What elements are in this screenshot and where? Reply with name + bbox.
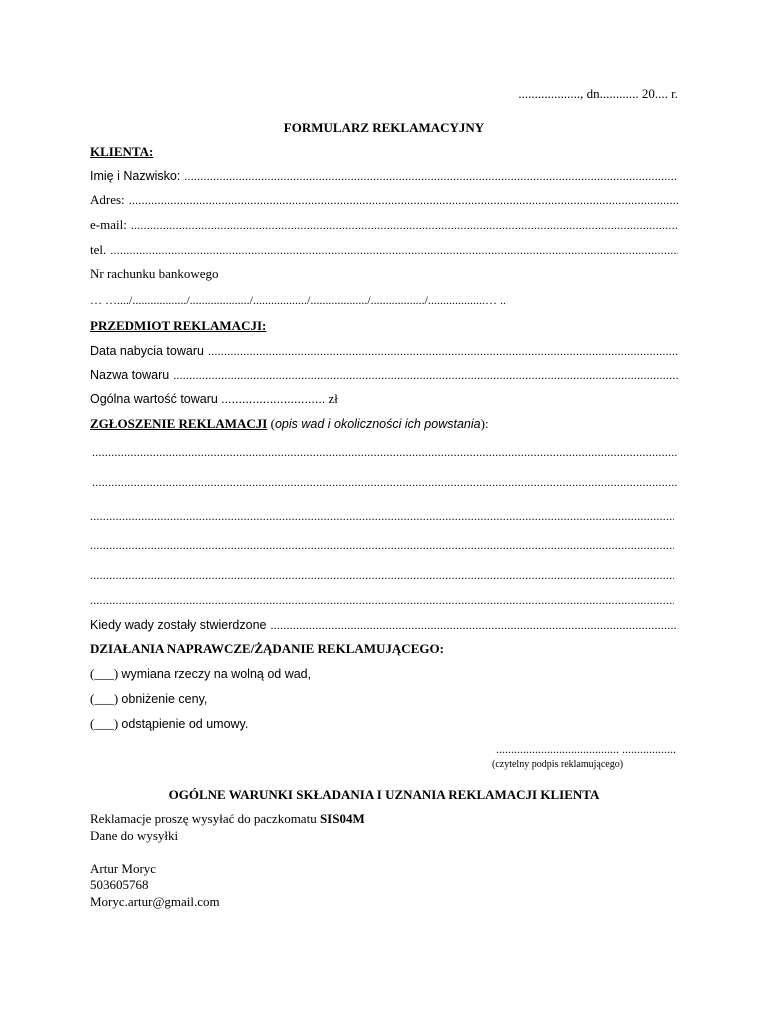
form-title: FORMULARZ REKLAMACYJNY	[283, 120, 485, 135]
address-field-label: Adres:	[90, 192, 125, 207]
currency-label: zł	[328, 391, 338, 406]
contact-name: Artur Moryc	[90, 861, 157, 876]
purchase-date-label: Data nabycia towaru	[90, 344, 204, 358]
option-label: wymiana rzeczy na wolną od wad,	[121, 667, 312, 681]
name-field-dots[interactable]	[184, 168, 678, 184]
complaint-description-line[interactable]	[90, 537, 674, 553]
option-checkbox[interactable]: (___)	[90, 716, 119, 731]
option-price-reduction[interactable]	[90, 691, 207, 707]
complaint-line-dots[interactable]	[90, 537, 674, 553]
complaint-line-dots[interactable]	[92, 444, 678, 460]
purchase-date-field[interactable]	[90, 343, 678, 359]
complaint-line-dots[interactable]	[90, 592, 674, 608]
date-line[interactable]: ..................., dn............ 20.... r.	[518, 86, 678, 101]
option-label: obniżenie ceny,	[121, 692, 208, 706]
total-value-dots[interactable]: ..............................	[221, 392, 326, 406]
total-value-label: Ogólna wartość towaru	[90, 392, 218, 406]
subject-section-heading: PRZEDMIOT REKLAMACJI:	[90, 318, 267, 333]
complaint-line-dots[interactable]	[92, 474, 678, 490]
email-field-label: e-mail:	[90, 217, 127, 232]
complaint-description-line[interactable]	[90, 508, 674, 524]
option-withdrawal[interactable]	[90, 716, 248, 732]
complaint-note-open: (	[267, 416, 275, 431]
shipping-data-label: Dane do wysyłki	[90, 828, 179, 843]
complaint-heading-text: ZGŁOSZENIE REKLAMACJI	[90, 416, 268, 431]
product-name-field[interactable]	[90, 367, 678, 383]
shipping-instructions	[90, 811, 365, 827]
account-field-dots[interactable]: … …..../................../..................../................../.................../................../...................… ..	[90, 293, 507, 307]
email-field-dots[interactable]	[131, 217, 678, 233]
option-checkbox[interactable]: (___)	[90, 666, 119, 681]
purchase-date-dots[interactable]	[208, 343, 678, 359]
terms-heading: OGÓLNE WARUNKI SKŁADANIA I UZNANIA REKLAMACJI KLIENTA	[168, 787, 600, 802]
complaint-description-line[interactable]	[90, 567, 674, 583]
phone-field[interactable]	[90, 242, 678, 258]
address-field-dots[interactable]	[129, 192, 678, 208]
signature-line[interactable]: ......................................... ..................	[496, 742, 676, 756]
product-name-dots[interactable]	[173, 367, 678, 383]
actions-section-heading: DZIAŁANIA NAPRAWCZE/ŻĄDANIE REKLAMUJĄCEGO:	[90, 641, 444, 656]
complaint-section-heading	[90, 416, 489, 432]
complaint-description-line[interactable]	[92, 474, 678, 490]
complaint-description-line[interactable]	[90, 592, 674, 608]
phone-field-label: tel.	[90, 242, 107, 257]
contact-phone: 503605768	[90, 877, 149, 892]
shipping-intro: Reklamacje proszę wysyłać do paczkomatu	[90, 811, 320, 826]
defect-found-dots[interactable]	[270, 617, 678, 633]
total-value-field[interactable]	[90, 391, 338, 407]
defect-found-field[interactable]	[90, 617, 678, 633]
contact-email: Moryc.artur@gmail.com	[90, 894, 220, 909]
address-field[interactable]	[90, 192, 678, 208]
phone-field-dots[interactable]	[110, 242, 678, 258]
complaint-line-dots[interactable]	[90, 508, 674, 524]
defect-found-label: Kiedy wady zostały stwierdzone	[90, 618, 267, 632]
complaint-line-dots[interactable]	[90, 567, 674, 583]
option-checkbox[interactable]: (___)	[90, 691, 119, 706]
locker-code: SIS04M	[319, 811, 365, 826]
account-field-label: Nr rachunku bankowego	[90, 266, 219, 281]
name-field-label: Imię i Nazwisko:	[90, 169, 181, 183]
complaint-description-line[interactable]	[92, 444, 678, 460]
complaint-note: opis wad i okoliczności ich powstania	[274, 417, 481, 431]
option-replacement[interactable]	[90, 666, 311, 682]
signature-caption: (czytelny podpis reklamującego)	[492, 759, 624, 770]
name-field[interactable]	[90, 168, 678, 184]
email-field[interactable]	[90, 217, 678, 233]
product-name-label: Nazwa towaru	[90, 368, 170, 382]
option-label: odstąpienie od umowy.	[121, 717, 249, 731]
complaint-note-close: ):	[480, 416, 489, 431]
client-section-heading: KLIENTA:	[90, 144, 154, 159]
